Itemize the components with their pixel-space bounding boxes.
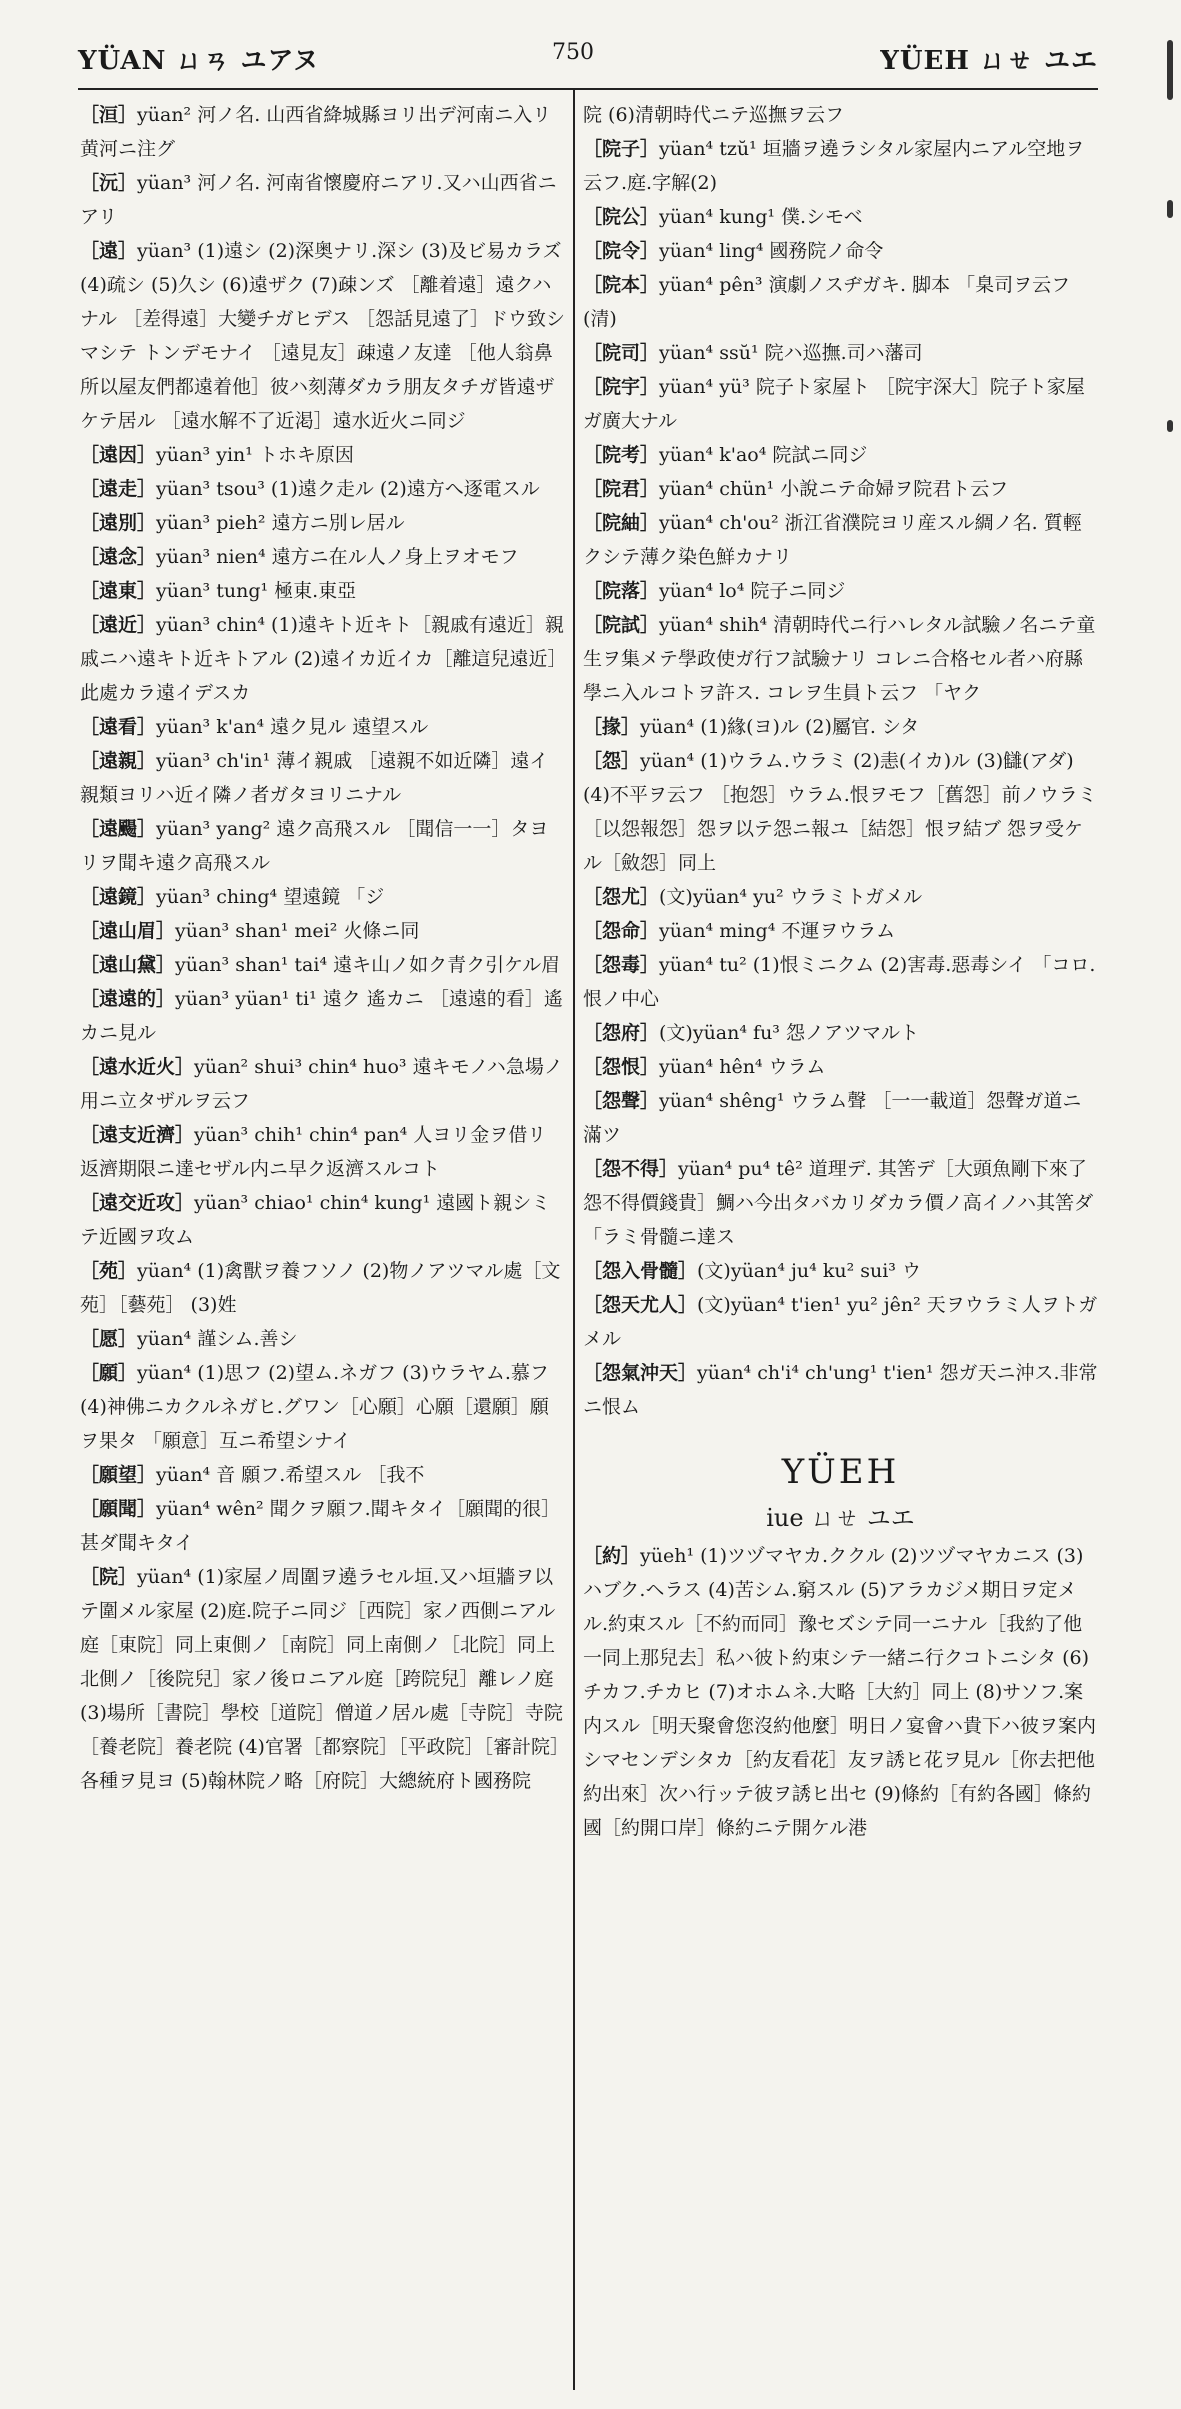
entry-headword: ［怨入骨髓］ (583, 1260, 698, 1282)
entry-definition: yüan⁴ (1)ウラム.ウラミ (2)恚(イカ)ル (3)讎(アダ) (4)不平ヲ云フ ［抱怨］ウラム.恨ヲモフ［舊怨］前ノウラミ［以怨報怨］怨ヲ以テ怨ニ報ユ［結怨］恨ヲ結ブ 怨ヲ受ケル［斂怨］同上 (583, 750, 1097, 874)
entry-definition: 院 (6)清朝時代ニテ巡撫ヲ云フ (583, 104, 844, 126)
entry-definition: yüan⁴ ssŭ¹ 院ハ巡撫.司ハ藩司 (659, 342, 923, 364)
entry-headword: ［怨毒］ (583, 954, 660, 976)
entry-headword: ［院司］ (583, 342, 660, 364)
entry-headword: ［遠念］ (80, 546, 157, 568)
entry-definition: yüan⁴ ling⁴ 國務院ノ命令 (659, 240, 884, 262)
entry-headword: ［苑］ (80, 1260, 138, 1282)
entry-definition: yüan⁴ chün¹ 小說ニテ命婦ヲ院君ト云フ (659, 478, 1009, 500)
entry-definition: yüan⁴ k'ao⁴ 院試ニ同ジ (659, 444, 868, 466)
entry-definition: yüan⁴ hên⁴ ウラム (659, 1056, 826, 1078)
page-header (48, 40, 1098, 84)
dictionary-entry (583, 1050, 1098, 1084)
dictionary-entry (583, 948, 1098, 1016)
entry-headword: ［遠水近火］ (80, 1056, 195, 1078)
dictionary-entry (80, 1254, 565, 1322)
dictionary-entry (80, 744, 565, 812)
entry-headword: ［遠交近攻］ (80, 1192, 195, 1214)
dictionary-entry (80, 608, 565, 710)
entry-headword: ［遠鏡］ (80, 886, 157, 908)
entry-headword: ［院試］ (583, 614, 660, 636)
dictionary-entry (583, 1288, 1098, 1356)
entry-headword: ［院落］ (583, 580, 660, 602)
entry-definition: yüan² shui³ chin⁴ huo³ 遠キモノハ急場ノ用ニ立タザルヲ云フ (80, 1056, 563, 1112)
dictionary-page (48, 30, 1098, 2390)
entry-headword: ［院君］ (583, 478, 660, 500)
entry-definition: yüan⁴ pu⁴ tê² 道理デ. 其筈デ［大頭魚剛下來了怨不得價錢貴］鯛ハ今出タバカリダカラ價ノ高イノハ其筈ダ 「ラミ骨髓ニ達ス (583, 1158, 1094, 1248)
dictionary-entry (583, 98, 1098, 132)
entry-definition: yüan⁴ ch'i⁴ ch'ung¹ t'ien¹ 怨ガ天ニ沖ス.非常ニ恨ム (583, 1362, 1098, 1418)
entry-headword: ［怨氣沖天］ (583, 1362, 698, 1384)
dictionary-entry (80, 1322, 565, 1356)
header-left-guide-word: YÜAN ㄩㄢ ユアヌ (78, 46, 320, 76)
entry-headword: ［怨府］ (583, 1022, 660, 1044)
entry-headword: ［怨聲］ (583, 1090, 660, 1112)
right-column (583, 98, 1098, 2390)
dictionary-entry (583, 1152, 1098, 1254)
entry-headword: ［遠別］ (80, 512, 157, 534)
entry-definition: yüan³ 河ノ名. 河南省懷慶府ニアリ.又ハ山西省ニアリ (80, 172, 557, 228)
dictionary-entry (583, 268, 1098, 336)
entry-definition: yüan³ yüan¹ ti¹ 遠ク 遙カニ ［遠遠的看］遙カニ見ル (80, 988, 563, 1044)
dictionary-entry (80, 1050, 565, 1118)
entry-headword: ［院宇］ (583, 376, 660, 398)
entry-headword: ［願聞］ (80, 1498, 157, 1520)
entry-definition: yüan⁴ (1)思フ (2)望ム.ネガフ (3)ウラヤム.慕フ (4)神佛ニカクルネガヒ.グワン［心願］心願［還願］願ヲ果タ 「願意］互ニ希望シナイ (80, 1362, 549, 1452)
dictionary-entry (583, 1084, 1098, 1152)
entry-headword: ［怨］ (583, 750, 641, 772)
dictionary-entry (583, 914, 1098, 948)
column-divider (573, 88, 575, 2390)
dictionary-entry (80, 438, 565, 472)
entry-headword: ［怨天尤人］ (583, 1294, 698, 1316)
dictionary-entry (583, 438, 1098, 472)
dictionary-entry (80, 812, 565, 880)
dictionary-entry (583, 506, 1098, 574)
dictionary-entry (583, 1254, 1098, 1288)
entry-headword: ［約］ (583, 1545, 641, 1567)
entry-headword: ［怨尤］ (583, 886, 660, 908)
section-title: YÜEH (781, 1452, 900, 1492)
entry-definition: yüan³ shan¹ tai⁴ 遠キ山ノ如ク青ク引ケル眉 (175, 954, 561, 976)
page-number: 750 (552, 40, 594, 65)
entry-headword: ［院令］ (583, 240, 660, 262)
dictionary-entry (80, 1186, 565, 1254)
dictionary-entry (80, 472, 565, 506)
entry-definition: yüan³ pieh² 遠方ニ別レ居ル (156, 512, 405, 534)
entry-definition: yüan³ k'an⁴ 遠ク見ル 遠望スル (156, 716, 429, 738)
dictionary-entry (80, 1356, 565, 1458)
entry-definition: (文)yüan⁴ yu² ウラミトガメル (659, 886, 923, 908)
dictionary-entry (80, 234, 565, 438)
entry-headword: ［洹］ (80, 104, 138, 126)
entry-definition: yüan³ tung¹ 極東.東亞 (156, 580, 357, 602)
header-right-guide-word: YÜEH ㄩㄝ ユエ (880, 46, 1098, 76)
dictionary-entry (583, 370, 1098, 438)
section-subtitle: iue ㄩㄝ ユエ (766, 1504, 915, 1532)
entry-definition: (文)yüan⁴ fu³ 怨ノアツマルト (659, 1022, 919, 1044)
dictionary-entry (80, 710, 565, 744)
dictionary-entry (80, 506, 565, 540)
entry-headword: ［愿］ (80, 1328, 138, 1350)
entry-headword: ［遠］ (80, 240, 138, 262)
dictionary-entry (80, 98, 565, 166)
entry-headword: ［怨恨］ (583, 1056, 660, 1078)
dictionary-entry (80, 574, 565, 608)
dictionary-entry (80, 1492, 565, 1560)
section-heading (583, 1452, 1098, 1533)
entry-headword: ［怨不得］ (583, 1158, 679, 1180)
entry-definition: yüan⁴ (1)緣(ヨ)ル (2)屬官. シタ (640, 716, 920, 738)
entry-headword: ［遠近］ (80, 614, 157, 636)
entry-definition: (文)yüan⁴ t'ien¹ yu² jên² 天ヲウラミ人ヲトガメル (583, 1294, 1098, 1350)
dictionary-entry (80, 166, 565, 234)
dictionary-entry (80, 1118, 565, 1186)
entry-definition: yüan³ chiao¹ chin⁴ kung¹ 遠國ト親シミテ近國ヲ攻ム (80, 1192, 551, 1248)
dictionary-entry (583, 132, 1098, 200)
entry-definition: yüan⁴ lo⁴ 院子ニ同ジ (659, 580, 846, 602)
entry-definition: yüan⁴ (1)家屋ノ周圍ヲ遶ラセル垣.又ハ垣牆ヲ以テ圍メル家屋 (2)庭.院子ニ同ジ［西院］家ノ西側ニアル庭［東院］同上東側ノ［南院］同上南側ノ［北院］同上北側ノ［後院兒］家ノ後ロニアル庭［跨院兒］離レノ庭 (3)場所［書院］學校［道院］僧道ノ居ル處［寺院］寺院［養老院］養老院 (4)官署［都察院］［平政院］［審計院］各種ヲ見ヨ (5)翰林院ノ略［府院］大總統府ト國務院 (80, 1566, 563, 1792)
dictionary-entry (583, 608, 1098, 710)
entry-headword: ［怨命］ (583, 920, 660, 942)
dictionary-entry (583, 200, 1098, 234)
entry-headword: ［沅］ (80, 172, 138, 194)
entry-definition: yüan³ ching⁴ 望遠鏡 「ジ (156, 886, 385, 908)
dictionary-entry (80, 982, 565, 1050)
dictionary-entry (583, 472, 1098, 506)
entry-headword: ［遠因］ (80, 444, 157, 466)
entry-definition: yüan³ chin⁴ (1)遠キト近キト［親戚有遠近］親戚ニハ遠キト近キトアル (2)遠イカ近イカ［離這兒遠近］此處カラ遠イデスカ (80, 614, 564, 704)
entry-headword: ［院］ (80, 1566, 138, 1588)
dictionary-entry (583, 1016, 1098, 1050)
entry-definition: yüan³ nien⁴ 遠方ニ在ル人ノ身上ヲオモフ (156, 546, 519, 568)
entry-definition: yüan³ ch'in¹ 薄イ親戚 ［遠親不如近隣］遠イ親類ヨリハ近イ隣ノ者ガタヨリニナル (80, 750, 549, 806)
dictionary-entry (583, 880, 1098, 914)
dictionary-entry (80, 880, 565, 914)
entry-definition: yüan⁴ 謹シム.善シ (137, 1328, 298, 1350)
dictionary-entry (583, 1539, 1098, 1845)
entry-definition: yüan³ (1)遠シ (2)深奥ナリ.深シ (3)及ビ易カラズ (4)疏シ (5)久シ (6)遠ザク (7)疎ンズ ［離着遠］遠クハナル ［差得遠］大變チガヒデス ［怨話見遠了］ドウ致シマシテ トンデモナイ ［遠見友］疎遠ノ友達 ［他人翁鼻所以屋友們都遠着他］彼ハ刻薄ダカラ朋友タチガ皆遠ザケテ居ル ［遠水解不了近渇］遠水近火ニ同ジ (80, 240, 565, 432)
entry-definition: yüan⁴ tzŭ¹ 垣牆ヲ遶ラシタル家屋内ニアル空地ヲ云フ.庭.字解(2) (583, 138, 1085, 194)
entry-headword: ［遠遠的］ (80, 988, 176, 1010)
entry-definition: yüan⁴ ch'ou² 浙江省濮院ヨリ産スル綢ノ名. 質輕クシテ薄ク染色鮮カナリ (583, 512, 1082, 568)
entry-definition: yüan⁴ yü³ 院子ト家屋ト ［院宇深大］院子ト家屋ガ廣大ナル (583, 376, 1085, 432)
dictionary-entry (583, 234, 1098, 268)
entry-headword: ［遠看］ (80, 716, 157, 738)
dictionary-entry (80, 914, 565, 948)
entry-definition: yüan³ chih¹ chin⁴ pan⁴ 人ヨリ金ヲ借リ返濟期限ニ達セザル内ニ早ク返濟スルコト (80, 1124, 547, 1180)
entry-definition: yüan³ tsou³ (1)遠ク走ル (2)遠方へ逐電スル (156, 478, 540, 500)
binding-edge-mark (1167, 420, 1173, 432)
entry-headword: ［院子］ (583, 138, 660, 160)
entry-headword: ［院考］ (583, 444, 660, 466)
entry-definition: yüan⁴ ming⁴ 不運ヲウラム (659, 920, 896, 942)
entry-headword: ［遠走］ (80, 478, 157, 500)
entry-headword: ［遠親］ (80, 750, 157, 772)
dictionary-entry (583, 710, 1098, 744)
entry-definition: yüan⁴ kung¹ 僕.シモベ (659, 206, 863, 228)
dictionary-entry (80, 948, 565, 982)
entry-headword: ［院本］ (583, 274, 660, 296)
left-column (80, 98, 565, 2390)
entry-headword: ［遠山黛］ (80, 954, 176, 976)
dictionary-entry (583, 574, 1098, 608)
dictionary-entry (80, 540, 565, 574)
entry-headword: ［願望］ (80, 1464, 157, 1486)
entry-headword: ［遠山眉］ (80, 920, 176, 942)
entry-definition: yüan⁴ shêng¹ ウラム聲 ［一一載道］怨聲ガ道ニ滿ツ (583, 1090, 1082, 1146)
entry-definition: yüeh¹ (1)ツヅマヤカ.ククル (2)ツヅマヤカニス (3)ハブク.ヘラス (4)苦シム.窮スル (5)アラカジメ期日ヲ定メル.約束スル［不約而同］豫セズシテ同一ニナル［我約了他一同上那兒去］私ハ彼ト約束シテ一緒ニ行クコトニシタ (6)チカフ.チカヒ (7)オホムネ.大略［大約］同上 (8)サソフ.案内スル［明天聚會您沒約他麼］明日ノ宴會ハ貴下ハ彼ヲ案内シマセンデシタカ［約友看花］友ヲ誘ヒ花ヲ見ル［你去把他約出來］次ハ行ッテ彼ヲ誘ヒ出セ (9)條約［有約各國］條約國［約開口岸］條約ニテ開ケル港 (583, 1545, 1097, 1839)
entry-headword: ［遠颺］ (80, 818, 157, 840)
entry-definition: yüan² 河ノ名. 山西省絳城縣ヨリ出デ河南ニ入リ黄河ニ注グ (80, 104, 552, 160)
entry-definition: yüan⁴ shih⁴ 清朝時代ニ行ハレタル試驗ノ名ニテ童生ヲ集メテ學政使ガ行フ試驗ナリ コレニ合格セル者ハ府縣學ニ入ルコトヲ許ス. コレヲ生員ト云フ 「ヤク (583, 614, 1096, 704)
binding-edge-mark (1167, 40, 1173, 100)
binding-edge-mark (1167, 200, 1173, 218)
entry-definition: yüan⁴ (1)禽獸ヲ養フソノ (2)物ノアツマル處［文苑］［藝苑］ (3)姓 (80, 1260, 561, 1316)
entry-headword: ［遠東］ (80, 580, 157, 602)
entry-headword: ［院紬］ (583, 512, 660, 534)
dictionary-entry (80, 1560, 565, 1798)
entry-headword: ［願］ (80, 1362, 138, 1384)
entry-definition: yüan⁴ wên² 聞クヲ願フ.聞キタイ［願聞的很］甚ダ聞キタイ (80, 1498, 561, 1554)
dictionary-entry (583, 336, 1098, 370)
entry-definition: yüan³ yang² 遠ク高飛スル ［聞信一一］タヨリヲ聞キ遠ク高飛スル (80, 818, 549, 874)
dictionary-entry (583, 1356, 1098, 1424)
entry-definition: (文)yüan⁴ ju⁴ ku² sui³ ウ (697, 1260, 921, 1282)
right-column-entries (583, 98, 1098, 1424)
entry-definition: yüan⁴ tu² (1)恨ミニクム (2)害毒.惡毒シイ 「コロ.恨ノ中心 (583, 954, 1096, 1010)
right-column-entries-yueh (583, 1539, 1098, 1845)
dictionary-entry (80, 1458, 565, 1492)
entry-headword: ［遠支近濟］ (80, 1124, 195, 1146)
entry-definition: yüan⁴ pên³ 演劇ノスヂガキ. 脚本 「臬司ヲ云フ(清) (583, 274, 1071, 330)
entry-headword: ［掾］ (583, 716, 641, 738)
entry-headword: ［院公］ (583, 206, 660, 228)
entry-definition: yüan³ yin¹ トホキ原因 (156, 444, 354, 466)
entry-definition: yüan⁴ 音 願フ.希望スル ［我不 (156, 1464, 425, 1486)
dictionary-entry (583, 744, 1098, 880)
entry-definition: yüan³ shan¹ mei² 火條ニ同 (175, 920, 420, 942)
